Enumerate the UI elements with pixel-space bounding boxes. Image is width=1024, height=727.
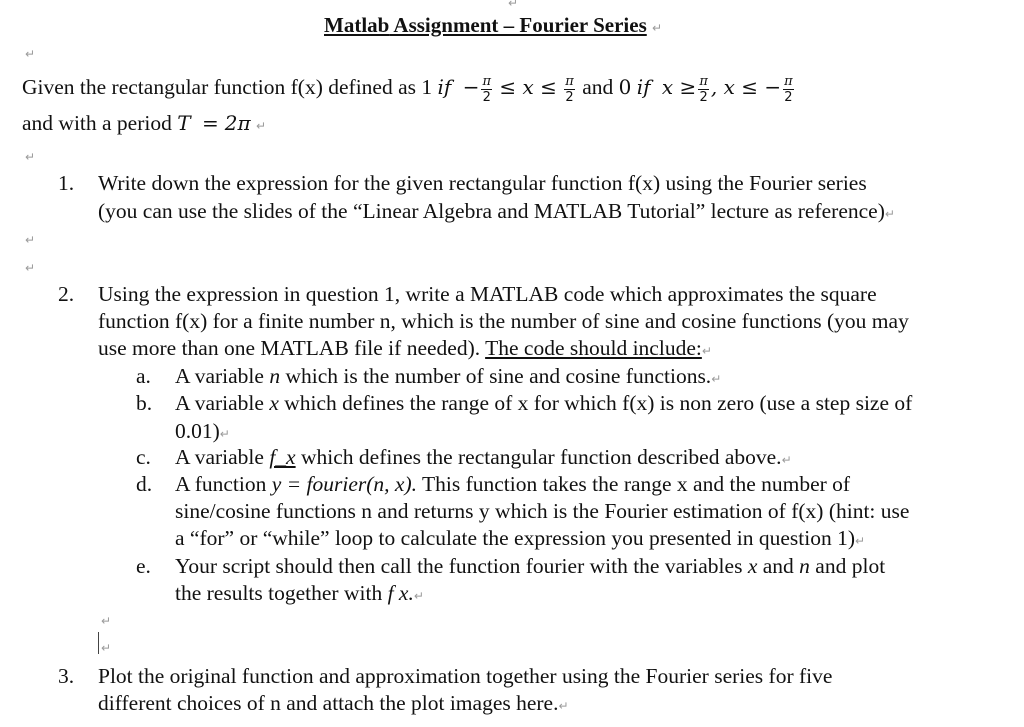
- item-var: y = fourier(n, x).: [271, 472, 418, 496]
- paragraph-mark: ↵: [508, 0, 519, 10]
- math-fraction: [698, 75, 709, 104]
- title-rest: Assignment – Fourier Series: [389, 13, 647, 37]
- item-var: x: [269, 391, 279, 415]
- item-text: which is the number of sine and cosine functions.: [280, 364, 712, 388]
- question-2-text: use more than one MATLAB file if needed).: [98, 336, 486, 360]
- item-var: f_x: [269, 445, 296, 469]
- item-var: x: [747, 554, 758, 578]
- fraction-numerator: π: [699, 73, 708, 89]
- item-a: [175, 364, 721, 389]
- item-text: A variable: [175, 445, 270, 469]
- item-e: [175, 554, 885, 579]
- intro-line: [22, 70, 796, 104]
- item-text: A variable: [175, 364, 270, 388]
- question-3-line-2: [98, 691, 569, 716]
- paragraph-mark: ↵: [101, 614, 112, 628]
- item-text: A function: [175, 472, 272, 496]
- math-two-pi: 2π: [224, 111, 251, 135]
- item-d-cont-2: [175, 526, 865, 551]
- item-b-cont: [175, 419, 230, 444]
- question-1-number: 1.: [58, 171, 75, 195]
- item-d-cont: sine/cosine functions n and returns y which is the Fourier estimation of f(x) (hint: use: [175, 499, 910, 523]
- question-2-line-1: Using the expression in question 1, write a MATLAB code which approximates the square: [98, 282, 877, 306]
- paragraph-mark: ↵: [25, 233, 36, 247]
- math-zero: 0: [618, 75, 632, 99]
- item-e-letter: e.: [136, 554, 151, 578]
- paragraph-mark: ↵: [652, 21, 663, 35]
- question-2-underlined: The code should include:: [485, 336, 702, 360]
- paragraph-mark: ↵: [25, 261, 36, 275]
- paragraph-mark: ↵: [711, 372, 722, 386]
- math-equals: =: [201, 111, 219, 135]
- paragraph-mark: ↵: [219, 427, 230, 441]
- math-fraction: [481, 75, 492, 104]
- paragraph-mark: ↵: [413, 589, 424, 603]
- intro-given-text: Given the rectangular function f(x) defined as 1: [22, 75, 433, 99]
- math-x-ge: x ≥: [661, 75, 697, 99]
- math-if: if: [636, 75, 651, 99]
- page-title: [324, 13, 662, 38]
- item-text: and plot: [809, 554, 886, 578]
- fraction-denominator: 2: [565, 89, 574, 105]
- text-cursor: [98, 632, 99, 654]
- item-text: and: [757, 554, 800, 578]
- fraction-numerator: π: [565, 73, 574, 89]
- paragraph-mark: ↵: [781, 453, 792, 467]
- paragraph-mark: ↵: [25, 150, 36, 164]
- intro-and: and: [582, 75, 614, 99]
- item-text: 0.01): [175, 419, 220, 443]
- question-2-line-2: function f(x) for a finite number n, which is the number of sine and cosine functions (you may: [98, 309, 909, 333]
- paragraph-mark: ↵: [25, 47, 36, 61]
- item-text: the results together with: [175, 581, 388, 605]
- item-text: which defines the range of x for which f(x) is non zero (use a step size of: [278, 391, 913, 415]
- paragraph-mark: ↵: [101, 641, 112, 655]
- item-c-letter: c.: [136, 445, 151, 469]
- item-var: n: [269, 364, 281, 388]
- item-text: A variable: [175, 391, 270, 415]
- item-c: [175, 445, 792, 470]
- intro-period-text: and with a period: [22, 111, 172, 135]
- item-text: which defines the rectangular function described above.: [295, 445, 782, 469]
- item-b: [175, 391, 912, 416]
- fraction-denominator: 2: [784, 89, 793, 105]
- paragraph-mark: ↵: [558, 699, 569, 713]
- paragraph-mark: ↵: [255, 119, 267, 133]
- math-x-le: , x ≤ −: [710, 75, 782, 99]
- item-e-cont: [175, 581, 424, 606]
- question-1-line-1: Write down the expression for the given rectangular function f(x) using the Fourier series: [98, 171, 867, 195]
- fraction-numerator: π: [784, 73, 793, 89]
- fraction-numerator: π: [482, 73, 492, 89]
- math-minus: −: [462, 75, 480, 99]
- item-d-letter: d.: [136, 472, 153, 496]
- intro-period-line: [22, 111, 266, 136]
- item-var: n: [799, 554, 810, 578]
- item-text: Your script should then call the function fourier with the variables: [175, 554, 748, 578]
- question-1-line-2: [98, 199, 895, 224]
- item-d: [175, 472, 850, 497]
- fraction-denominator: 2: [482, 89, 491, 105]
- title-first-word: Matlab: [324, 13, 390, 37]
- item-a-letter: a.: [136, 364, 151, 388]
- math-range: ≤ x ≤: [499, 75, 557, 99]
- item-var: f x.: [387, 581, 414, 605]
- paragraph-mark: ↵: [855, 534, 866, 548]
- paragraph-mark: ↵: [701, 344, 712, 358]
- question-3-number: 3.: [58, 664, 75, 688]
- question-2-line-3: [98, 336, 712, 361]
- question-3-text: different choices of n and attach the plot images here.: [98, 691, 559, 715]
- math-T: T: [177, 111, 191, 135]
- question-2-number: 2.: [58, 282, 75, 306]
- math-if: if: [437, 75, 452, 99]
- item-b-letter: b.: [136, 391, 153, 415]
- math-fraction: [783, 75, 794, 104]
- math-fraction: [564, 75, 575, 104]
- question-3-line-1: Plot the original function and approximation together using the Fourier series for five: [98, 664, 833, 688]
- paragraph-mark: ↵: [884, 207, 895, 221]
- item-text: This function takes the range x and the number of: [417, 472, 851, 496]
- item-text: a “for” or “while” loop to calculate the expression you presented in question 1): [175, 526, 856, 550]
- question-1-text: (you can use the slides of the “Linear Algebra and MATLAB Tutorial” lecture as reference): [98, 199, 885, 223]
- fraction-denominator: 2: [699, 89, 708, 105]
